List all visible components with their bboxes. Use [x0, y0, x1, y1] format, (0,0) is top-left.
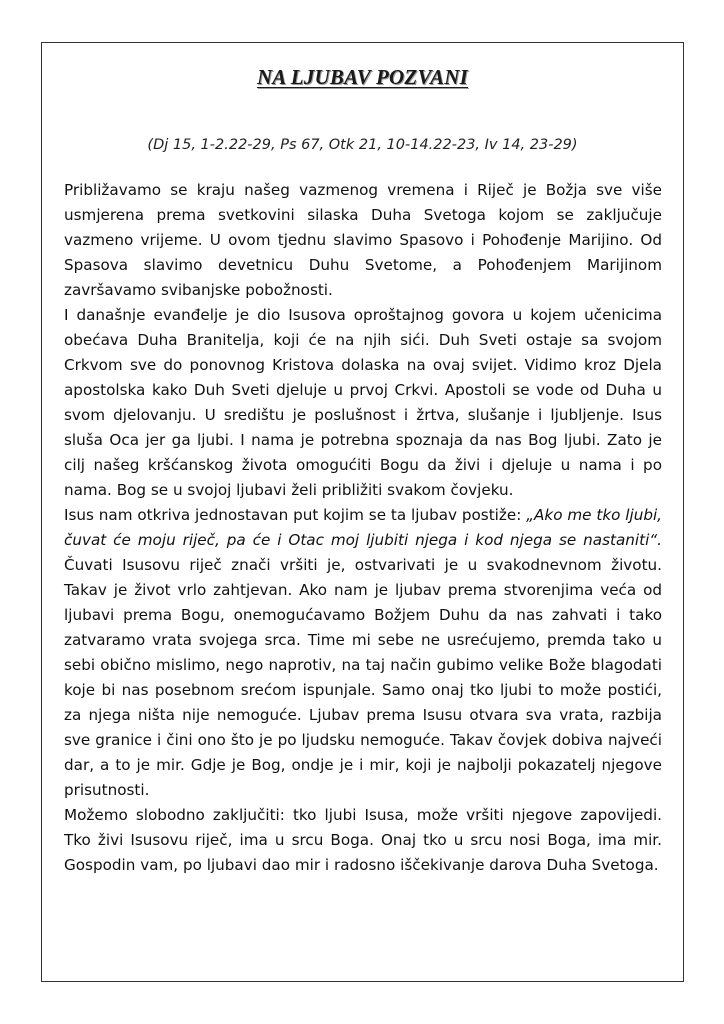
- page-border-frame: [41, 42, 684, 982]
- paragraph-1: Približavamo se kraju našeg vazmenog vremena i Riječ je Božja sve više usmjerena prema svetkovini silaska Duha Svetoga kojom se zaključuje vazmeno vrijeme. U ovom tjednu slavimo Spasovo i Pohođenje Marijino. Od Spasova slavimo devetnicu Duhu Svetome, a Pohođenjem Marijinom završavamo svibanjske pobožnosti.: [64, 181, 662, 299]
- paragraph-2: I današnje evanđelje je dio Isusova oproštajnog govora u kojem učenicima obećava Duha Branitelja, koji će na njih sići. Duh Sveti ostaje sa svojom Crkvom sve do ponovnog Kristova dolaska na ovaj svijet. Vidimo kroz Djela apostolska kako Duh Sveti djeluje u prvoj Crkvi. Apostoli se vode od Duha u svom djelovanju. U središtu je poslušnost i žrtva, slušanje i ljubljenje. Isus sluša Oca jer ga ljubi. I nama je potrebna spoznaja da nas Bog ljubi. Zato je cilj našeg kršćanskog života omogućiti Bogu da živi i djeluje u nama i po nama. Bog se u svojoj ljubavi želi približiti svakom čovjeku.: [64, 306, 662, 499]
- document-title-text: NA LJUBAV POZVANI: [256, 65, 469, 89]
- paragraph-3-rest: Čuvati Isusovu riječ znači vršiti je, ostvarivati je u svakodnevnom životu. Takav je život vrlo zahtjevan. Ako nam je ljubav prema stvorenjima veća od ljubavi prema Bogu, onemogućavamo Božjem Duhu da nas zahvati i tako zatvaramo vrata svojega srca. Time mi sebe ne usrećujemo, premda tako u sebi obično mislimo, nego naprotiv, na taj način gubimo velike Bože blagodati koje bi nas posebnom srećom ispunjale. Samo onaj tko ljubi to može postići, za njega ništa nije nemoguće. Ljubav prema Isusu otvara sva vrata, razbija sve granice i čini ono što je po ljudsku nemoguće. Takav čovjek dobiva najveći dar, a to je mir. Gdje je Bog, ondje je i mir, koji je najbolji pokazatelj njegove prisutnosti.: [64, 556, 662, 799]
- gospel-quote: „Ako me tko ljubi, čuvat će moju riječ, pa će i Otac moj ljubiti njega i kod njega se nastaniti“.: [64, 506, 663, 549]
- paragraph-3-intro: Isus nam otkriva jednostavan put kojim se ta ljubav postiže:: [64, 506, 527, 524]
- paragraph-3: [64, 503, 662, 803]
- paragraph-4: Možemo slobodno zaključiti: tko ljubi Isusa, može vršiti njegove zapovijedi. Tko živi Isusovu riječ, ima u srcu Boga. Onaj tko u srcu nosi Boga, ima mir. Gospodin vam, po ljubavi dao mir i radosno iščekivanje darova Duha Svetoga.: [64, 806, 662, 874]
- scripture-references: (Dj 15, 1-2.22-29, Ps 67, Otk 21, 10-14.22-23, Iv 14, 23-29): [147, 137, 578, 153]
- document-title: [42, 65, 683, 90]
- document-body: [64, 178, 662, 878]
